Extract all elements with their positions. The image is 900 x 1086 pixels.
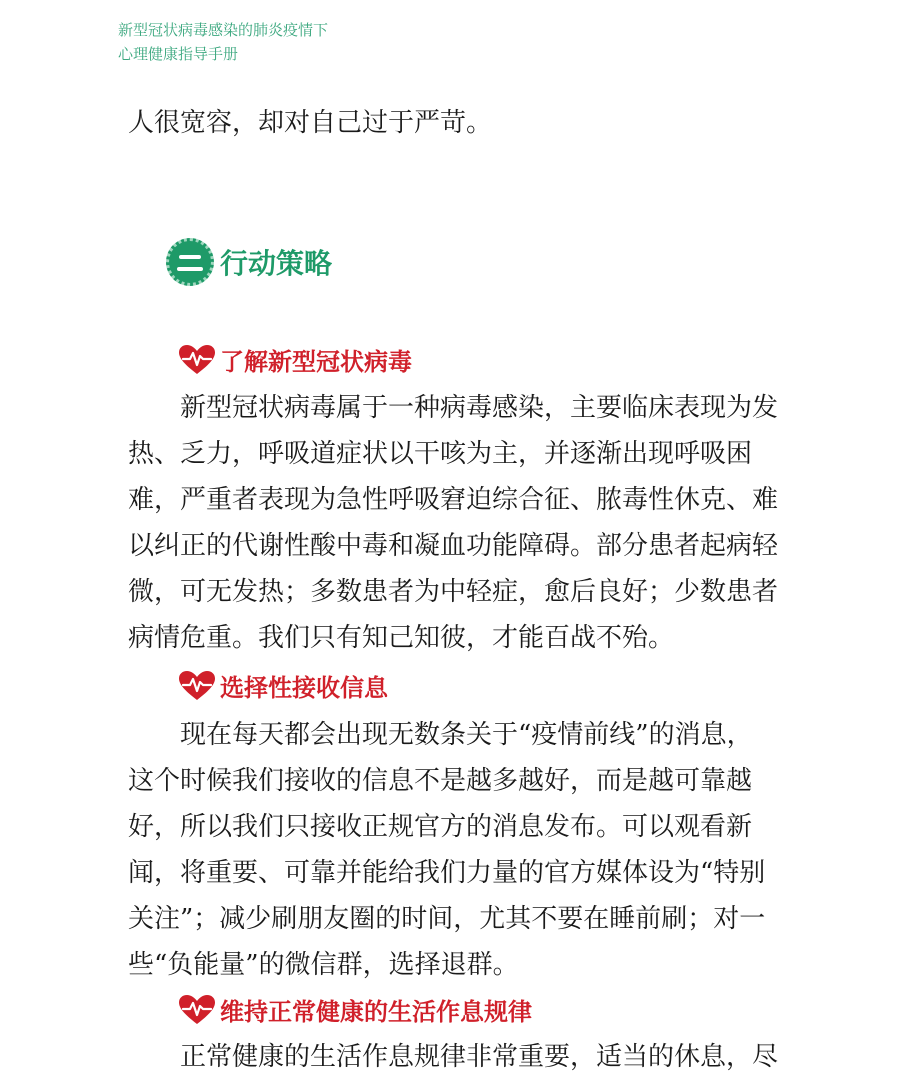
heart-pulse-icon (178, 994, 216, 1026)
topic-body-3 (128, 1034, 788, 1080)
section-title: 行动策略 (220, 247, 333, 280)
heart-pulse-icon (178, 670, 216, 702)
topic-body-1 (128, 385, 788, 661)
section-heading (166, 238, 332, 286)
topic-title-3: 维持正常健康的生活作息规律 (220, 997, 532, 1026)
topic-heading-2 (178, 668, 388, 703)
body-line: 关注”；减少刷朋友圈的时间，尤其不要在睡前刷；对一 (128, 904, 766, 934)
running-header (118, 18, 328, 66)
intro-paragraph (128, 100, 788, 146)
body-line: 闻，将重要、可靠并能给我们力量的官方媒体设为“特别 (128, 858, 766, 888)
body-line: 些“负能量”的微信群，选择退群。 (128, 950, 519, 980)
topic-title-2: 选择性接收信息 (220, 673, 388, 702)
body-line: 现在每天都会出现无数条关于“疫情前线”的消息， (180, 720, 753, 750)
section-number-badge-icon (166, 238, 214, 286)
body-line: 病情危重。我们只有知己知彼，才能百战不殆。 (128, 623, 675, 653)
body-line: 难，严重者表现为急性呼吸窘迫综合征、脓毒性休克、难 (128, 485, 779, 515)
body-line: 热、乏力，呼吸道症状以干咳为主，并逐渐出现呼吸困 (128, 439, 753, 469)
topic-body-2 (128, 712, 788, 988)
body-line: 以纠正的代谢性酸中毒和凝血功能障碍。部分患者起病轻 (128, 531, 779, 561)
body-line: 这个时候我们接收的信息不是越多越好，而是越可靠越 (128, 766, 753, 796)
body-line: 新型冠状病毒属于一种病毒感染，主要临床表现为发 (180, 393, 779, 423)
topic-heading-3 (178, 992, 532, 1027)
body-line: 好，所以我们只接收正规官方的消息发布。可以观看新 (128, 812, 753, 842)
heart-pulse-icon (178, 344, 216, 376)
topic-title-1: 了解新型冠状病毒 (220, 347, 412, 376)
body-line: 微，可无发热；多数患者为中轻症，愈后良好；少数患者 (128, 577, 779, 607)
intro-line: 人很宽容，却对自己过于严苛。 (128, 108, 493, 138)
header-title-line1: 新型冠状病毒感染的肺炎疫情下 (118, 21, 329, 39)
body-line: 正常健康的生活作息规律非常重要，适当的休息，尽 (180, 1042, 779, 1072)
header-title-line2: 心理健康指导手册 (118, 45, 239, 63)
topic-heading-1 (178, 342, 412, 377)
